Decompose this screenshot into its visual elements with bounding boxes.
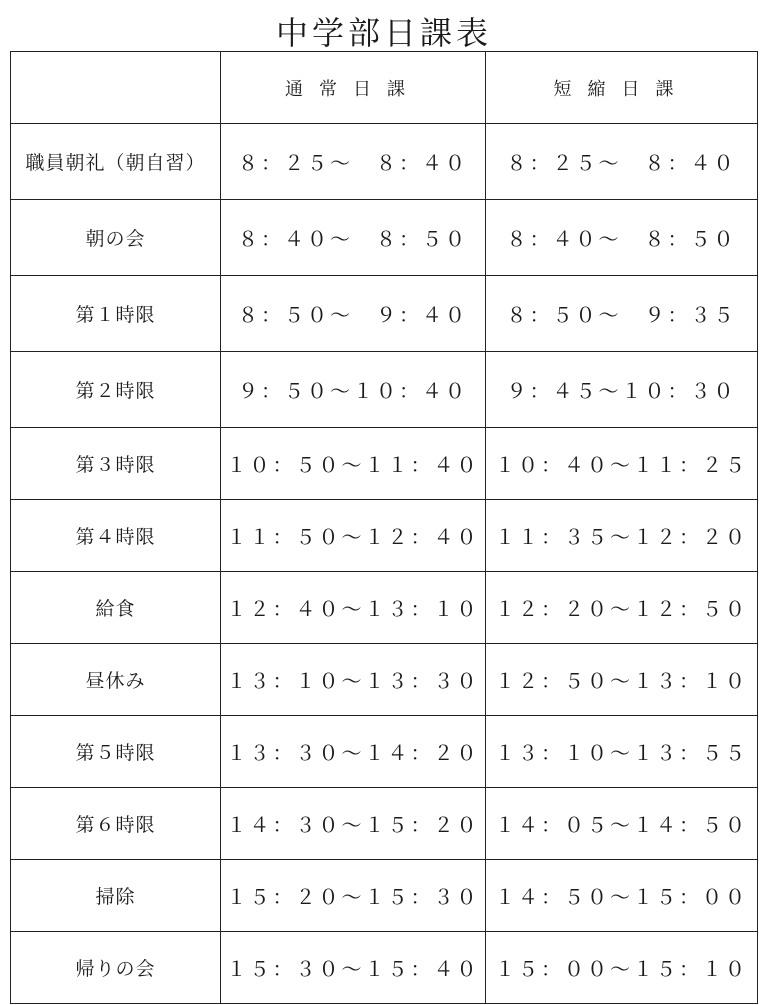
normal-time: ９：５０～１０：４０ xyxy=(221,352,486,428)
period-label: 朝の会 xyxy=(11,200,221,276)
table-row xyxy=(11,932,758,1004)
period-label: 第４時限 xyxy=(11,500,221,572)
short-time: １０：４０～１１：２５ xyxy=(486,428,758,500)
normal-time: １３：１０～１３：３０ xyxy=(221,644,486,716)
period-label: 第５時限 xyxy=(11,716,221,788)
short-time: １１：３５～１２：２０ xyxy=(486,500,758,572)
period-label: 給食 xyxy=(11,572,221,644)
period-label: 第３時限 xyxy=(11,428,221,500)
normal-time: １３：３０～１４：２０ xyxy=(221,716,486,788)
header-row xyxy=(11,52,758,124)
table-row xyxy=(11,644,758,716)
normal-time: １５：２０～１５：３０ xyxy=(221,860,486,932)
short-time: １５：００～１５：１０ xyxy=(486,932,758,1004)
period-label: 職員朝礼（朝自習） xyxy=(11,124,221,200)
period-label: 第２時限 xyxy=(11,352,221,428)
normal-time: ８：２５～ ８：４０ xyxy=(221,124,486,200)
short-time: １２：５０～１３：１０ xyxy=(486,644,758,716)
table-row xyxy=(11,276,758,352)
normal-time: １１：５０～１２：４０ xyxy=(221,500,486,572)
period-label: 第６時限 xyxy=(11,788,221,860)
normal-time: １２：４０～１３：１０ xyxy=(221,572,486,644)
short-time: １３：１０～１３：５５ xyxy=(486,716,758,788)
table-row xyxy=(11,428,758,500)
period-label: 掃除 xyxy=(11,860,221,932)
short-time: ８：４０～ ８：５０ xyxy=(486,200,758,276)
normal-time: １０：５０～１１：４０ xyxy=(221,428,486,500)
normal-time: ８：４０～ ８：５０ xyxy=(221,200,486,276)
table-row xyxy=(11,860,758,932)
table-row xyxy=(11,200,758,276)
period-label: 昼休み xyxy=(11,644,221,716)
short-time: １４：０５～１４：５０ xyxy=(486,788,758,860)
period-label: 帰りの会 xyxy=(11,932,221,1004)
page-title: 中学部日課表 xyxy=(275,14,492,52)
table-row xyxy=(11,788,758,860)
period-label: 第１時限 xyxy=(11,276,221,352)
short-time: ８：２５～ ８：４０ xyxy=(486,124,758,200)
normal-time: １４：３０～１５：２０ xyxy=(221,788,486,860)
column-header-short: 短縮日課 xyxy=(486,52,758,124)
schedule-table xyxy=(10,51,758,1004)
table-row xyxy=(11,572,758,644)
table-row xyxy=(11,500,758,572)
short-time: ９：４５～１０：３０ xyxy=(486,352,758,428)
short-time: ８：５０～ ９：３５ xyxy=(486,276,758,352)
normal-time: ８：５０～ ９：４０ xyxy=(221,276,486,352)
short-time: １２：２０～１２：５０ xyxy=(486,572,758,644)
short-time: １４：５０～１５：００ xyxy=(486,860,758,932)
corner-cell xyxy=(11,52,221,124)
table-row xyxy=(11,716,758,788)
normal-time: １５：３０～１５：４０ xyxy=(221,932,486,1004)
column-header-normal: 通常日課 xyxy=(221,52,486,124)
table-row xyxy=(11,352,758,428)
table-row xyxy=(11,124,758,200)
